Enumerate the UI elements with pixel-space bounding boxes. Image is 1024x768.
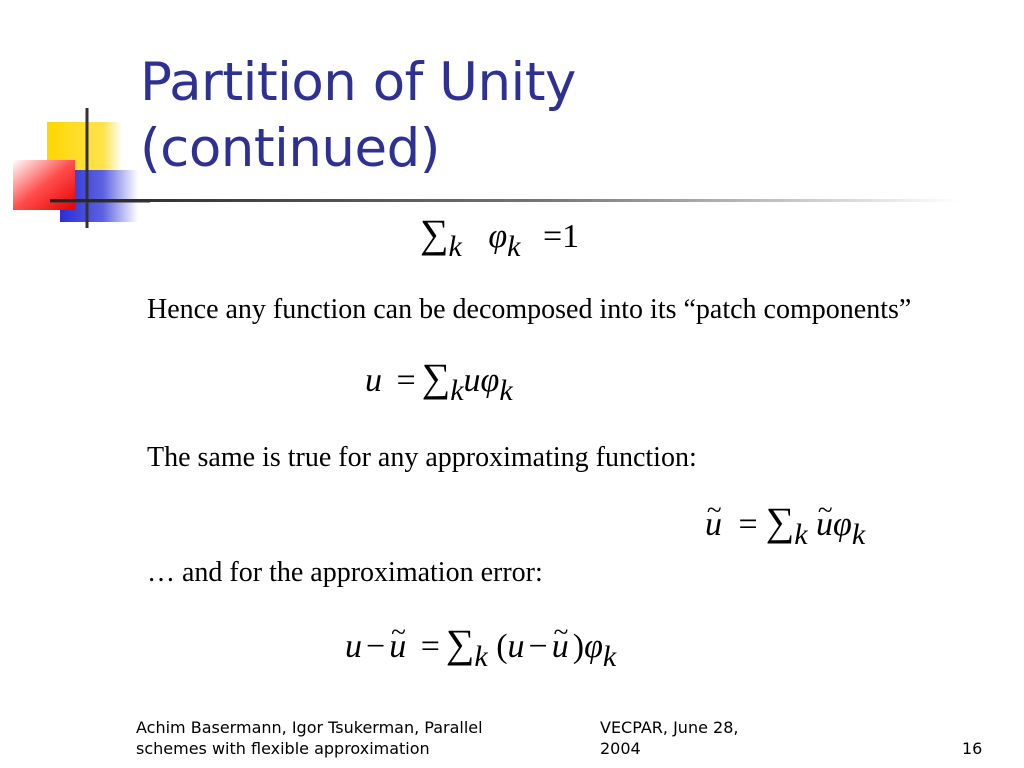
equation-approximation-decomposition: ~ u = ∑k ~ uφk [705,498,865,545]
decorative-squares-logo [0,0,150,240]
paragraph-approximating-function: The same is true for any approximating function: [147,442,697,473]
title-underline [50,199,960,204]
title-line-2: (continued) [140,118,440,179]
footer-venue: VECPAR, June 28, 2004 [600,718,739,758]
slide-title [140,50,940,182]
equation-error-decomposition: u −~ u = ∑k (u −~ u )φk [345,620,616,667]
equation-partition-of-unity: ∑k φk =1 [420,211,580,263]
page-number: 16 [962,739,983,758]
paragraph-patch-components: Hence any function can be decomposed into its “patch components” [147,294,912,325]
equation-patch-decomposition: u = ∑kuφk [365,355,513,407]
paragraph-approximation-error: … and for the approximation error: [147,557,543,588]
footer-authors: Achim Basermann, Igor Tsukerman, Parallel schemes with flexible approximation [136,718,483,758]
title-line-1: Partition of Unity [140,52,576,113]
